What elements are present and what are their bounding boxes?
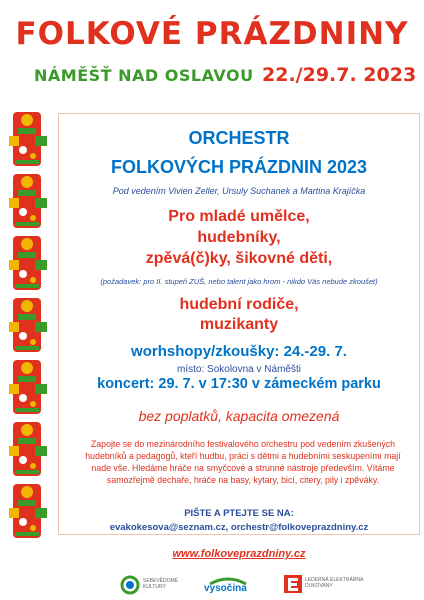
venue-text: místo: Sokolovna v Náměšti <box>177 364 301 375</box>
leaders-text: Pod vedením Vivien Zeller, Ursuly Suchanek a Martina Krajíčka <box>112 186 366 196</box>
contact-emails[interactable]: evakokesova@seznam.cz, orchestr@folkoveprazdniny.cz <box>109 522 369 533</box>
panel-title-line1: ORCHESTR <box>188 128 290 148</box>
description-text: Zapojte se do mezinárodního festivalového orchestru pod vedením zkušených hudebníků a pedagogů, kteří hudbu, práci s dětmi a hudebními seskupeními mají nade vše. Hledáme hráče na smyčcové a strunné nástroje především. Vítáme samozřejmě dechaře, hráče na basy, kytary, bicí, citery, pily i zpěváky. <box>85 439 401 485</box>
website-link[interactable]: www.folkoveprazdniny.cz <box>172 548 306 560</box>
decorative-figures-icon <box>5 112 53 542</box>
parents-line1: hudební rodiče, <box>179 296 299 313</box>
logo1-text: SEBEVĚDOMÉ KULTURY <box>143 578 179 590</box>
concert-text: koncert: 29. 7. v 17:30 v zámeckém parku <box>97 376 381 392</box>
parents-line2: muzikanty <box>199 316 279 333</box>
logo3-icon <box>284 575 302 593</box>
festival-title: FOLKOVÉ PRÁZDNINY <box>15 16 409 52</box>
logo1-icon <box>120 575 140 595</box>
sponsor-logos <box>100 573 400 595</box>
free-text: bez poplatků, kapacita omezená <box>138 408 340 424</box>
logo3-text: LEDERNÁ ELEKTRÁRNA DUKOVANY <box>305 577 364 589</box>
panel-title-line2: FOLKOVÝCH PRÁZDNIN 2023 <box>110 157 368 177</box>
target-line2: hudebníky, <box>197 229 281 246</box>
cta-text: PIŠTE A PTEJTE SE NA: <box>184 508 294 519</box>
target-line3: zpěvá(č)ky, šikovné děti, <box>145 250 333 267</box>
festival-date: 22./29.7. 2023 <box>262 64 417 86</box>
target-line1: Pro mladé umělce, <box>168 208 310 225</box>
workshops-text: worhshopy/zkoušky: 24.-29. 7. <box>131 343 347 360</box>
requirement-text: (požadavek: pro II. stupeň ZUŠ, nebo talent jako hrom - nikdo Vás nebude zkoušet) <box>100 277 378 286</box>
decorative-figures-column <box>5 112 53 542</box>
logo2-text: vysočina <box>204 583 247 594</box>
logo2-icon <box>208 573 248 583</box>
festival-place: NÁMĚŠŤ NAD OSLAVOU <box>34 66 254 85</box>
